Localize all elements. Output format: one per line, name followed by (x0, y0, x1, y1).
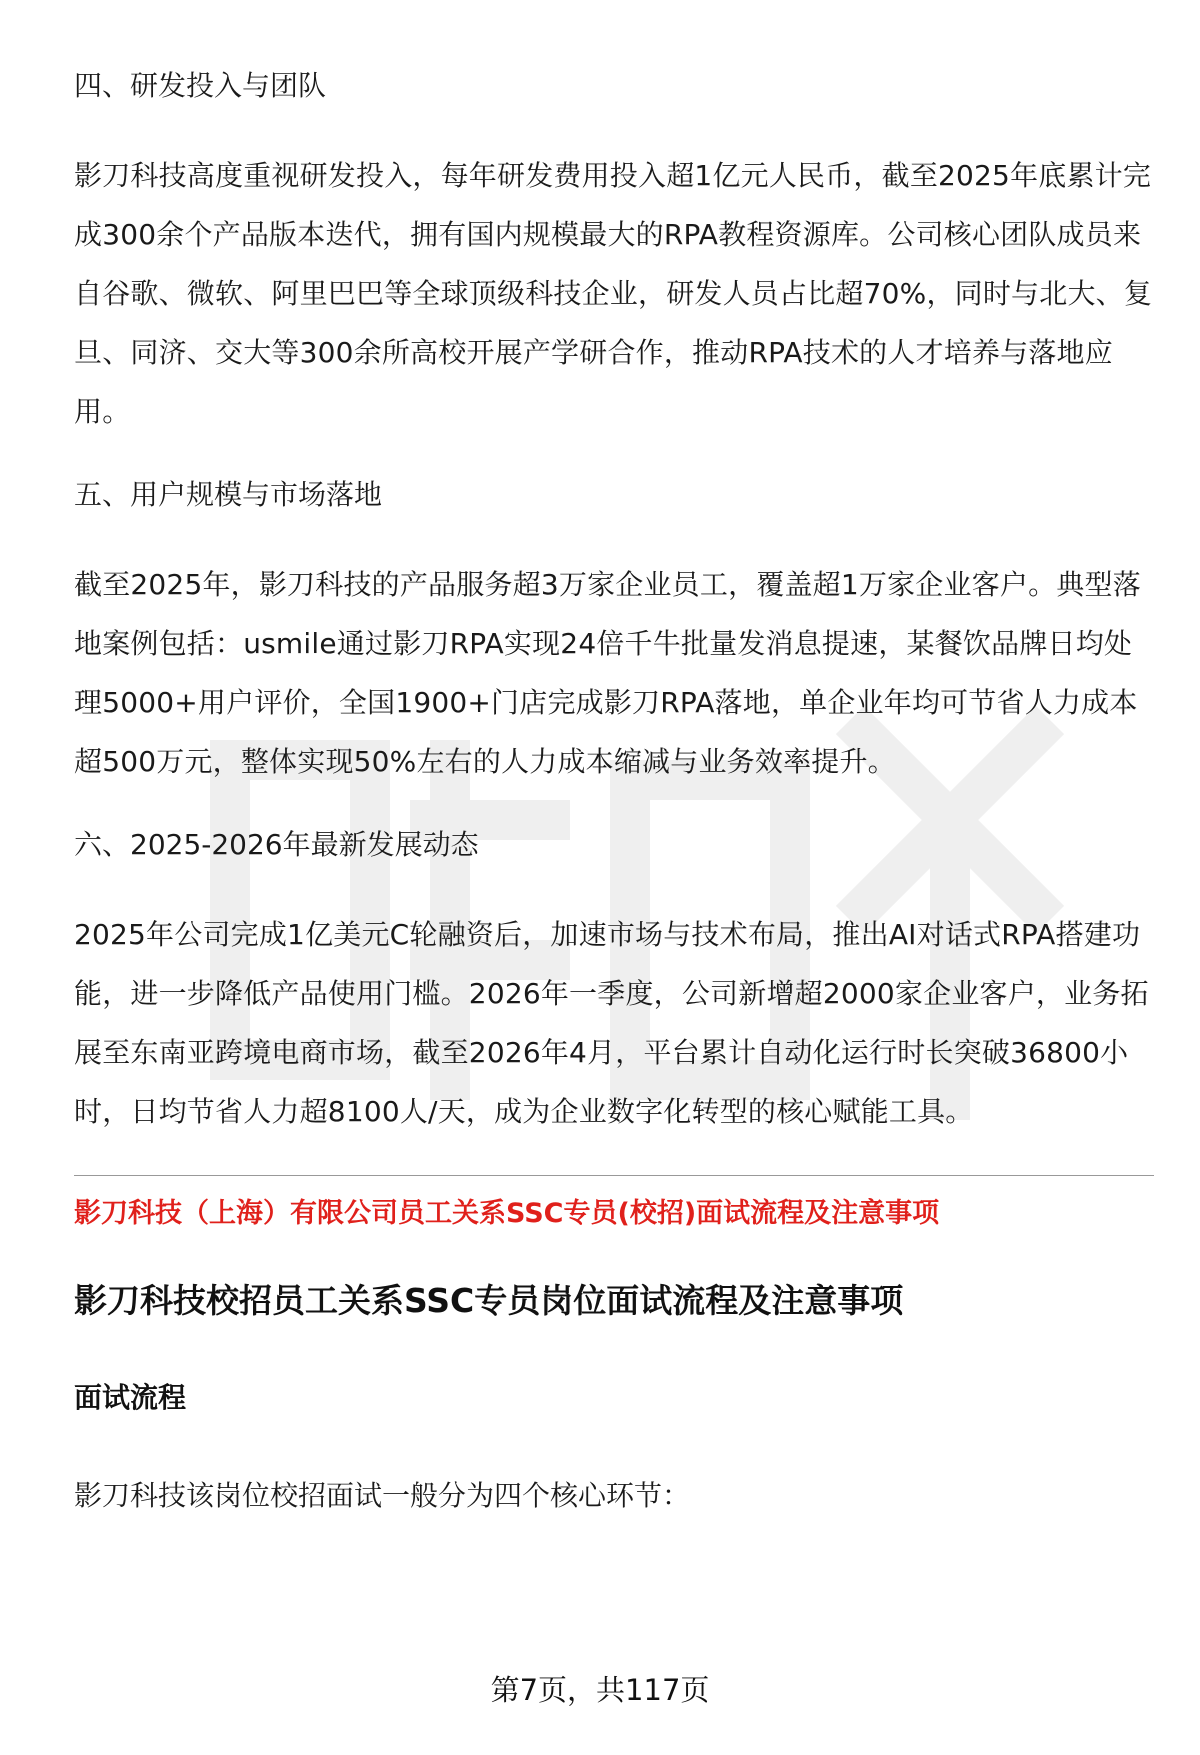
document-content (74, 66, 1154, 1516)
section-heading-users: 五、用户规模与市场落地 (74, 478, 383, 511)
page-number-footer: 第7页，共117页 (490, 1673, 710, 1707)
section-heading-rnd: 四、研发投入与团队 (74, 69, 327, 102)
section-heading-news: 六、2025-2026年最新发展动态 (74, 828, 479, 861)
section-body-users: 截至2025年，影刀科技的产品服务超3万家企业员工，覆盖超1万家企业客户。典型落地案例包括：usmile通过影刀RPA实现24倍千牛批量发消息提速，某餐饮品牌日均处理5000+用户评价，全国1900+门店完成影刀RPA落地，单企业年均可节省人力成本超500万元，整体实现50%左右的人力成本缩减与业务效率提升。 (74, 568, 1141, 778)
document-red-title: 影刀科技（上海）有限公司员工关系SSC专员(校招)面试流程及注意事项 (74, 1198, 940, 1229)
section-divider (74, 1175, 1154, 1176)
section-body-news: 2025年公司完成1亿美元C轮融资后，加速市场与技术布局，推出AI对话式RPA搭建功能，进一步降低产品使用门槛。2026年一季度，公司新增超2000家企业客户，业务拓展至东南亚跨境电商市场，截至2026年4月，平台累计自动化运行时长突破36800小时，日均节省人力超8100人/天，成为企业数字化转型的核心赋能工具。 (74, 918, 1149, 1128)
document-main-title: 影刀科技校招员工关系SSC专员岗位面试流程及注意事项 (74, 1281, 904, 1320)
interview-process-intro: 影刀科技该岗位校招面试一般分为四个核心环节： (74, 1479, 691, 1512)
interview-process-heading: 面试流程 (74, 1381, 187, 1414)
section-body-rnd: 影刀科技高度重视研发投入，每年研发费用投入超1亿元人民币，截至2025年底累计完成300余个产品版本迭代，拥有国内规模最大的RPA教程资源库。公司核心团队成员来自谷歌、微软、阿里巴巴等全球顶级科技企业，研发人员占比超70%，同时与北大、复旦、同济、交大等300余所高校开展产学研合作，推动RPA技术的人才培养与落地应用。 (74, 159, 1153, 428)
